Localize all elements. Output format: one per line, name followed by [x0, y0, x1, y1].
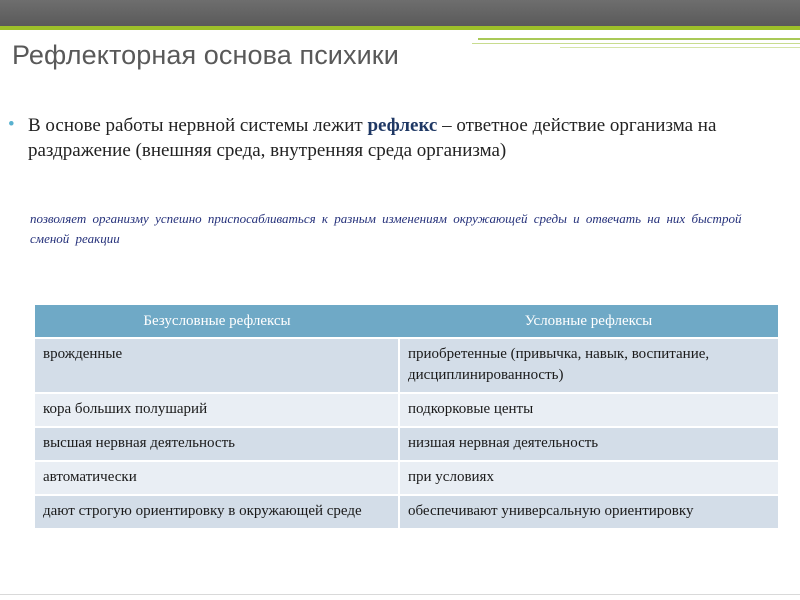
table-cell: дают строгую ориентировку в окружающей среде [35, 495, 399, 528]
table-cell: низшая нервная деятельность [399, 427, 778, 461]
bullet-text-start: В основе работы нервной системы лежит [28, 115, 368, 136]
table-header-row [35, 305, 778, 338]
decorative-line [560, 47, 800, 48]
table-cell: автоматически [35, 461, 399, 495]
bullet-keyword: рефлекс [367, 115, 438, 136]
bottom-divider [0, 594, 800, 595]
table-cell: кора больших полушарий [35, 393, 399, 427]
decorative-line [472, 43, 800, 44]
table-cell: высшая нервная деятельность [35, 427, 399, 461]
bullet-point [8, 113, 748, 163]
table-row [35, 393, 778, 427]
bullet-dot-icon: • [8, 114, 15, 135]
table-cell: врожденные [35, 338, 399, 393]
top-bar [0, 0, 800, 26]
table-cell: приобретенные (привычка, навык, воспитание, дисциплинированность) [399, 338, 778, 393]
table-cell: обеспечивают универсальную ориентировку [399, 495, 778, 528]
table-row [35, 495, 778, 528]
table-row [35, 338, 778, 393]
reflex-comparison-table [35, 305, 778, 528]
italic-note: позволяет организму успешно приспосабливаться к разным изменениям окружающей среды и отвечать на них быстрой сменой реакции [30, 211, 742, 246]
table-row [35, 427, 778, 461]
table-cell: при условиях [399, 461, 778, 495]
table-cell: подкорковые центы [399, 393, 778, 427]
slide-title: Рефлекторная основа психики [12, 40, 399, 70]
accent-line [0, 26, 800, 30]
decorative-line [478, 38, 800, 40]
table-row [35, 461, 778, 495]
bullet-text-end: – ответное действие организма на раздражение (внешняя среда, внутренняя среда организма) [28, 115, 717, 161]
column-header-conditioned: Условные рефлексы [399, 305, 778, 338]
column-header-unconditioned: Безусловные рефлексы [35, 305, 399, 338]
